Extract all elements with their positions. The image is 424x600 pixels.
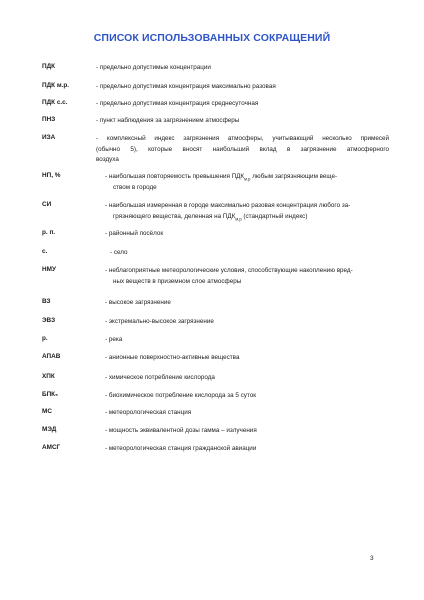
definition: - экстремально-высокое загрязнение	[105, 318, 214, 325]
definition: - комплексный индекс загрязнения атмосферы, учитывающий несколько примесей (обычно 5), которые вносят наибольший вклад в загрязнение атмосферного воздуха	[96, 135, 389, 163]
abbreviation: ЭВЗ	[42, 317, 56, 324]
definition: - наибольшая измеренная в городе максимально разовая концентрация любого за- грязняющего вещества, деленная на $ПДК_{м.р}$ (стандартный индекс)	[105, 202, 351, 221]
definition: - предельно допустимые концентрации	[96, 64, 211, 71]
abbreviation: СИ	[42, 201, 52, 208]
page-number: 3	[370, 555, 374, 562]
abbreviation: р. п.	[42, 229, 56, 236]
definition: - предельно допустимая концентрация среднесуточная	[96, 100, 259, 107]
abbreviation: р.	[42, 335, 48, 342]
abbreviation: МС	[42, 408, 52, 415]
abbreviation: БПК₅	[42, 391, 59, 398]
abbreviation: ПДК м.р.	[42, 82, 70, 89]
abbreviation: ИЗА	[42, 134, 56, 141]
abbreviation: ПДК с.с.	[42, 99, 68, 106]
abbreviation: ХПК	[42, 373, 55, 380]
definition: - анионные поверхностно-активные вещества	[105, 354, 240, 361]
abbreviation: НП, %	[42, 172, 61, 179]
abbreviation: МЭД	[42, 426, 57, 433]
definition: - неблагоприятные метеорологические условия, способствующие накоплению вред- ных веществ в приземном слое атмосферы	[105, 267, 353, 285]
definition: - наибольшая повторяемость превышения $ПДК_{м.р}$ любым загрязняющим веще- ством в городе	[105, 173, 338, 191]
abbreviation: ВЗ	[42, 298, 51, 305]
definition: - пункт наблюдения за загрязнением атмосферы	[96, 117, 240, 124]
definition: - районный посёлок	[105, 230, 164, 237]
definition: - биохимическое потребление кислорода за 5 суток	[105, 392, 256, 399]
definition: - высокое загрязнение	[105, 299, 171, 306]
definition: - метеорологическая станция	[105, 409, 192, 416]
abbreviation: НМУ	[42, 266, 56, 273]
page-title: СПИСОК ИСПОЛЬЗОВАННЫХ СОКРАЩЕНИЙ	[93, 32, 331, 44]
definition: - химическое потребление кислорода	[105, 374, 215, 381]
definition: - село	[110, 249, 128, 256]
abbreviation: ПДК	[42, 63, 56, 70]
abbreviation: с.	[42, 248, 48, 255]
definition: - метеорологическая станция гражданской авиации	[105, 445, 257, 452]
definition: - мощность эквивалентной дозы гамма – излучения	[105, 427, 257, 434]
abbreviation: АПАВ	[42, 353, 61, 360]
definition: - река	[105, 336, 123, 343]
definition: - предельно допустимая концентрация максимально разовая	[96, 83, 276, 90]
abbreviation: ПНЗ	[42, 116, 56, 123]
abbreviation: АМСГ	[42, 444, 61, 451]
